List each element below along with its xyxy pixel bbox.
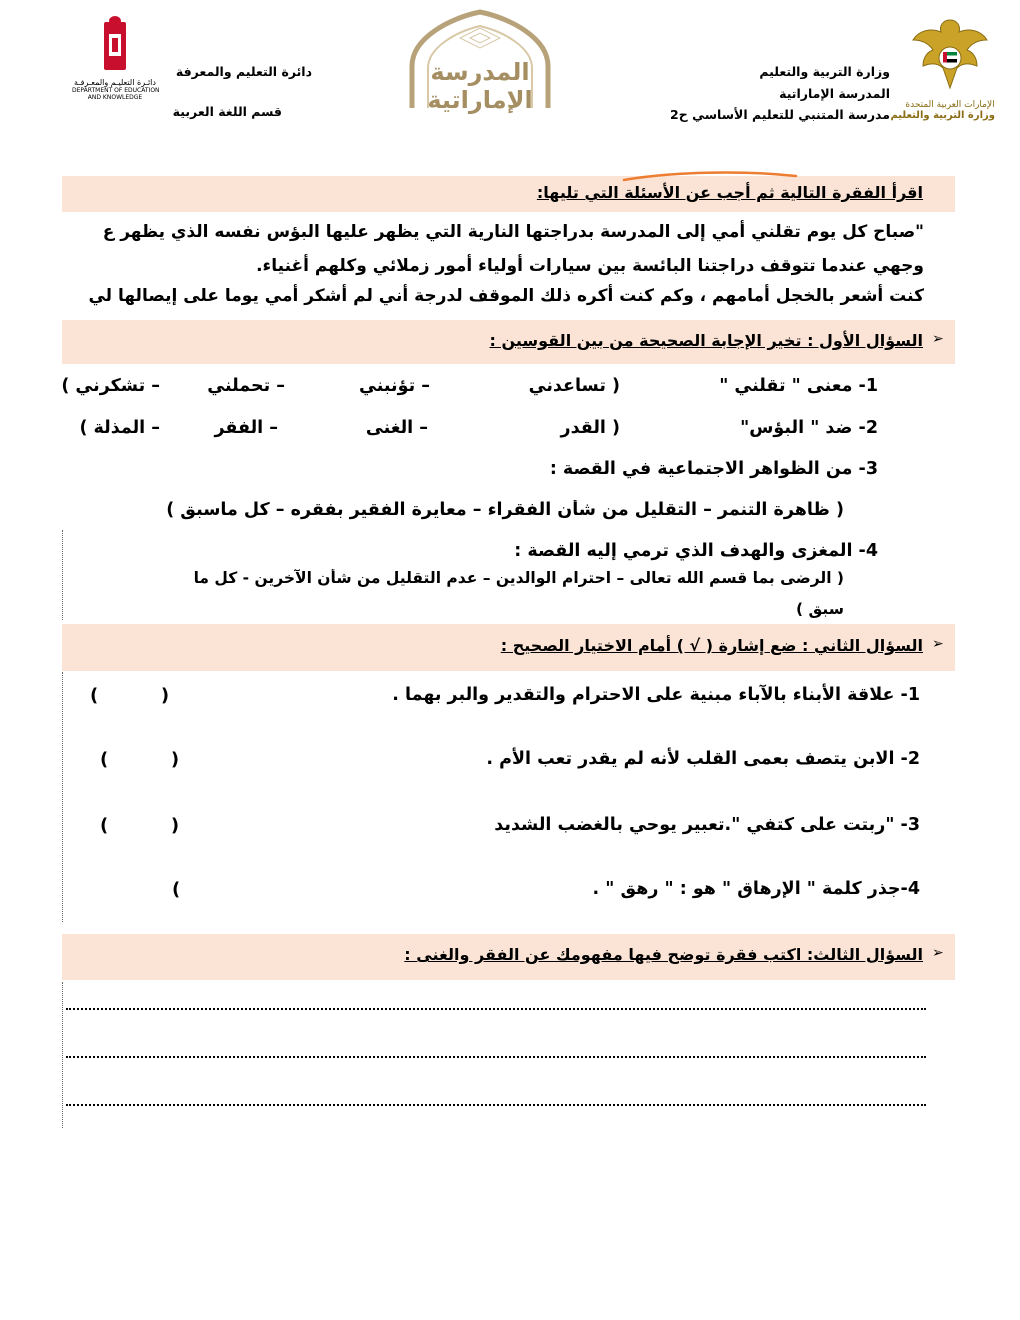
q2-answer-box-1[interactable]: ( ) (90, 685, 170, 706)
q2-answer-box-4[interactable]: ( (172, 879, 181, 900)
q2-answer-box-3[interactable]: ( ) (100, 815, 180, 836)
q1-item2-stem: 2- ضد " البؤس" (740, 418, 878, 438)
q1-item1-stem: 1- معنى " تقلني " (719, 376, 878, 396)
passage-line-3: كنت أشعر بالخجل أمامهم ، وكم كنت أكره ذلك الموقف لدرجة أني لم أشكر أمي يوما على إيصالها لي (88, 286, 924, 306)
q1-item1-opt2[interactable]: – تؤنبني (359, 376, 430, 396)
q1-bullet-icon: ➢ (932, 331, 944, 347)
q2-item-1: 1- علاقة الأبناء بالآباء مبنية على الاحترام والتقدير والبر بهما . (392, 685, 920, 705)
q1-item3-options[interactable] (62, 500, 844, 530)
q3-bullet-icon: ➢ (932, 945, 944, 961)
orange-underline-accent (620, 168, 800, 184)
school-logo-text-1: المدرسة (430, 58, 530, 86)
q1-title: السؤال الأول : تخير الإجابة الصحيحة من بين القوسين : (489, 331, 923, 350)
margin-dotted-line-1 (62, 530, 63, 620)
adek-logo (72, 14, 158, 120)
q2-title: السؤال الثاني : ضع إشارة ( √ ) أمام الاختيار الصحيح : (500, 636, 923, 655)
q1-item4-options[interactable] (62, 569, 844, 595)
q1-item1-opt3[interactable]: – تحملني (207, 376, 285, 396)
q1-item2-opt2[interactable]: – الغنى (365, 418, 428, 438)
q2-answer-box-2[interactable]: ( ) (100, 749, 180, 770)
q2-item-2: 2- الابن يتصف بعمى القلب لأنه لم يقدر تعب الأم . (486, 749, 920, 769)
falcon-emblem-icon (905, 14, 995, 92)
school-name: مدرسة المتنبي للتعليم الأساسي ح2 (670, 107, 890, 122)
margin-dotted-line-3 (62, 982, 63, 1128)
adek-english-name-1: DEPARTMENT OF EDUCATION (72, 87, 160, 94)
emirati-school-logo (400, 8, 560, 118)
adek-arabic-name: دائـرة التعليـم والمعـرفـة (74, 78, 156, 87)
q2-item-3: 3- "ربتت على كتفي ".تعبير يوحي بالغضب الشديد (494, 815, 920, 835)
subject-department: قسم اللغة العربية (172, 104, 282, 119)
uae-ministry-logo (890, 14, 995, 129)
q3-title: السؤال الثالث: اكتب فقرة توضح فيها مفهومك عن الفقر والغنى : (404, 945, 923, 964)
reading-instruction: اقرأ الفقرة التالية ثم أجب عن الأسئلة التي تليها: (536, 183, 923, 202)
passage-line-1: "صباح كل يوم تقلني أمي إلى المدرسة بدراجتها النارية التي يظهر عليها البؤس نفسه الذي يظهر ع (102, 222, 924, 242)
uae-logo-caption-1: الإمارات العربية المتحدة (905, 100, 995, 110)
school-logo-text-2: الإماراتية (427, 86, 533, 114)
q1-item3-stem: 3- من الظواهر الاجتماعية في القصة : (549, 459, 878, 479)
q1-item1-opt1[interactable]: ( تساعدني (528, 376, 620, 396)
answer-line-1[interactable] (66, 1008, 926, 1010)
q2-item-4: 4-جذر كلمة " الإرهاق " هو : " رهق " . (592, 879, 920, 899)
q1-item4-stem: 4- المغزى والهدف الذي ترمي إليه القصة : (514, 541, 878, 561)
reading-passage (62, 218, 924, 314)
answer-line-2[interactable] (66, 1056, 926, 1058)
q2-bullet-icon: ➢ (932, 636, 944, 652)
q1-item2-opt4[interactable]: – المذلة ) (79, 418, 160, 438)
uae-logo-caption-2: وزارة التربية والتعليم (890, 110, 995, 121)
school-system-name: المدرسة الإماراتية (779, 86, 890, 101)
q1-item3-options-text: ( ظاهرة التنمر – التقليل من شأن الفقراء – معايرة الفقير بفقره – كل ماسبق ) (166, 500, 844, 520)
adek-english-name-2: AND KNOWLEDGE (87, 94, 143, 101)
margin-dotted-line-2 (62, 672, 63, 922)
q1-item2-opt3[interactable]: – الفقر (214, 418, 278, 438)
ministry-name: وزارة التربية والتعليم (759, 64, 890, 79)
adek-emblem-icon (100, 14, 130, 74)
passage-line-2: وجهي عندما تتوقف دراجتنا البائسة بين سيارات أولياء أمور زملائي وكلهم أغنياء. (256, 256, 924, 276)
department-name: دائرة التعليم والمعرفة (175, 64, 312, 79)
answer-line-3[interactable] (66, 1104, 926, 1106)
q1-item4-options-cont: سبق ) (795, 600, 844, 618)
q1-item4-options-text: ( الرضى بما قسم الله تعالى – احترام الوالدين – عدم التقليل من شأن الآخرين - كل ما (193, 569, 844, 587)
q1-item2-opt1[interactable]: ( القدر (560, 418, 620, 438)
q1-item1-opt4[interactable]: – تشكرني ) (61, 376, 160, 396)
